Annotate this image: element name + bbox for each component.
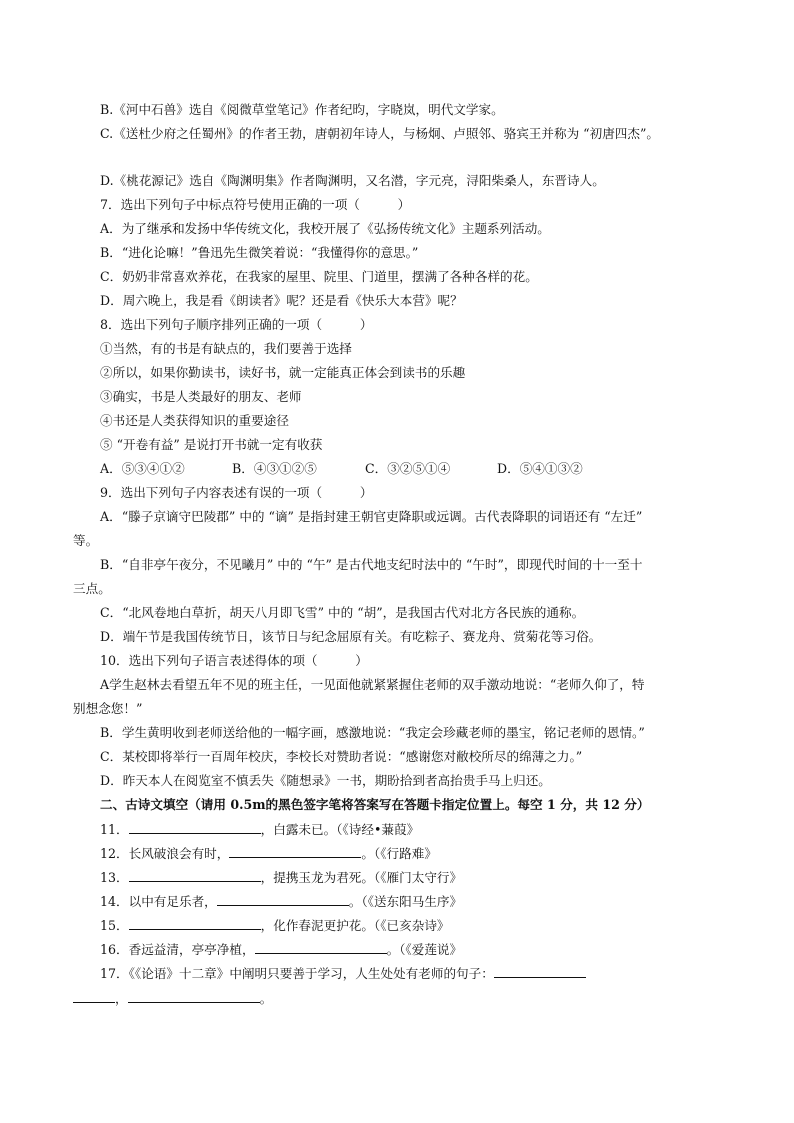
q16-text-before: 16．香远益清，亭亭净植， xyxy=(100,942,255,957)
q7-option-b: B．“进化论嘛！”鲁迅先生微笑着说：“我懂得你的意思。” xyxy=(100,245,419,260)
q7-option-a: A．为了继承和发扬中华传统文化，我校开展了《弘扬传统文化》主题系列活动。 xyxy=(100,221,550,236)
q11-line xyxy=(100,820,419,839)
q7-stem: 7．选出下列句子中标点符号使用正确的一项（ ） xyxy=(100,197,411,212)
q8-option-c: C．③②⑤①④ xyxy=(365,461,451,476)
section-2-title: 二、古诗文填空（请用 0.5m的黑色签字笔将答案写在答题卡指定位置上。每空 1 分，共 12 分） xyxy=(100,797,650,812)
q9-option-d: D．端午节是我国传统节日，该节日与纪念屈原有关。有吃粽子、赛龙舟、赏菊花等习俗。 xyxy=(100,629,602,644)
q9-option-c: C．“北风卷地白草折，胡天八月即飞雪” 中的 “胡”，是我国古代对北方各民族的通称。 xyxy=(100,605,585,620)
q13-line xyxy=(100,868,462,887)
q8-stem: 8．选出下列句子顺序排列正确的一项（ ） xyxy=(100,317,373,332)
q17-end: 。 xyxy=(259,991,273,1006)
q17-line-2 xyxy=(73,989,272,1008)
q12-line xyxy=(100,844,437,863)
q14-text-after: 。（《送东阳马生序》 xyxy=(348,894,463,909)
q8-item: ④书还是人类获得知识的重要途径 xyxy=(100,413,289,428)
q8-item: ②所以，如果你勤读书，读好书，就一定能真正体会到读书的乐趣 xyxy=(100,365,466,380)
q17-text: 17．《《论语》十二章》中阐明只要善于学习，人生处处有老师的句子： xyxy=(100,966,494,981)
q10-stem: 10．选出下列句子语言表述得体的项（ ） xyxy=(100,653,368,668)
q11-number: 11． xyxy=(100,822,129,837)
q17-answer-blank-2[interactable] xyxy=(128,989,260,1003)
q11-text: ，白露未已。（《诗经•蒹葭》 xyxy=(260,822,420,837)
q15-answer-blank[interactable] xyxy=(129,916,261,930)
q14-answer-blank[interactable] xyxy=(217,892,349,906)
q7-option-d: D．周六晚上，我是看《朗读者》呢？还是看《快乐大本营》呢？ xyxy=(100,293,463,308)
q16-line xyxy=(100,940,462,959)
q12-answer-blank[interactable] xyxy=(229,844,361,858)
q12-text-after: 。（《行路难》 xyxy=(361,846,437,861)
q10-option-d: D．昨天本人在阅览室不慎丢失《随想录》一书，期盼拾到者高抬贵手马上归还。 xyxy=(100,773,551,788)
q9-stem: 9．选出下列句子内容表述有误的一项（ ） xyxy=(100,485,373,500)
q17-answer-blank-1-cont[interactable] xyxy=(73,989,115,1003)
q10-option-c: C．某校即将举行一百周年校庆，李校长对赞助者说：“感谢您对敝校所尽的绵薄之力。” xyxy=(100,749,583,764)
q9-option-b: B．“自非亭午夜分，不见曦月” 中的 “午” 是古代地支纪时法中的 “午时”，即现代时间的十一至十 xyxy=(100,557,643,572)
q10-option-a: A学生赵林去看望五年不见的班主任，一见面他就紧紧握住老师的双手激动地说：“老师久仰了，特 xyxy=(100,677,645,692)
q6-option-b: B.《河中石兽》选自《阅微草堂笔记》作者纪昀，字晓岚，明代文学家。 xyxy=(100,102,504,117)
q15-text: ，化作春泥更护花。（《已亥杂诗》 xyxy=(260,918,450,933)
q14-line xyxy=(100,892,462,911)
q15-number: 15． xyxy=(100,918,129,933)
q14-text-before: 14．以中有足乐者， xyxy=(100,894,217,909)
q17-separator: ， xyxy=(115,991,128,1006)
q15-line xyxy=(100,916,450,935)
q13-number: 13． xyxy=(100,870,129,885)
q16-text-after: 。（《爱莲说》 xyxy=(386,942,463,957)
q10-option-a-cont: 别想念您！” xyxy=(73,701,143,716)
q7-option-c: C．奶奶非常喜欢养花，在我家的屋里、院里、门道里，摆满了各种各样的花。 xyxy=(100,269,538,284)
q10-option-b: B．学生黄明收到老师送给他的一幅字画，感激地说：“我定会珍藏老师的墨宝，铭记老师的恩情。” xyxy=(100,725,645,740)
q8-option-a: A．⑤③④①② xyxy=(100,461,185,476)
q8-item: ①当然，有的书是有缺点的，我们要善于选择 xyxy=(100,341,352,356)
q6-option-c: C.《送杜少府之任蜀州》的作者王勃，唐朝初年诗人，与杨炯、卢照邻、骆宾王并称为 “初唐四杰”。 xyxy=(100,126,660,141)
q8-item: ⑤ “开卷有益” 是说打开书就一定有收获 xyxy=(100,437,323,452)
q6-option-d: D.《桃花源记》选自《陶渊明集》作者陶渊明，又名潜，字元亮，浔阳柴桑人，东晋诗人。 xyxy=(100,173,605,188)
q8-option-d: D．⑤④①③② xyxy=(497,461,583,476)
q9-option-a-cont: 等。 xyxy=(73,533,99,548)
q9-option-a: A．“滕子京谪守巴陵郡” 中的 “谪” 是指封建王朝官吏降职或远调。古代表降职的词语还有 “左迁” xyxy=(100,509,643,524)
q11-answer-blank[interactable] xyxy=(129,820,261,834)
q16-answer-blank[interactable] xyxy=(255,940,387,954)
q17-answer-blank-1[interactable] xyxy=(494,964,586,978)
q8-option-b: B．④③①②⑤ xyxy=(232,461,317,476)
q13-answer-blank[interactable] xyxy=(129,868,261,882)
q13-text: ，提携玉龙为君死。（《雁门太守行》 xyxy=(260,870,463,885)
q17-line xyxy=(100,964,586,983)
q9-option-b-cont: 三点。 xyxy=(73,581,111,596)
q8-item: ③确实，书是人类最好的朋友、老师 xyxy=(100,389,302,404)
q12-text-before: 12．长风破浪会有时， xyxy=(100,846,230,861)
